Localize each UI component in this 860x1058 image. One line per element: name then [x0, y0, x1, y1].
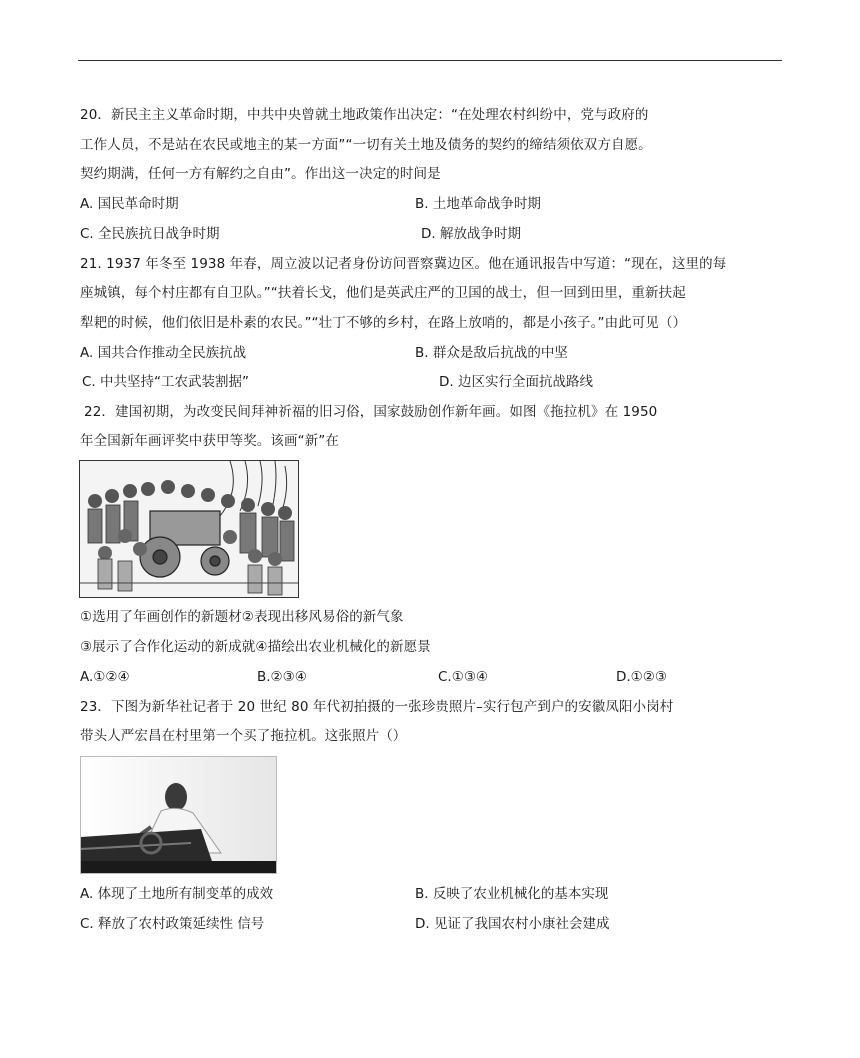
q22-statement-2: ③展示了合作化运动的新成就④描绘出农业机械化的新愿景	[80, 639, 431, 655]
q21-stem-line-3: 犁耙的时候，他们依旧是朴素的农民。”“壮丁不够的乡村，在路上放哨的，都是小孩子。”由此可见（）	[80, 315, 687, 331]
q21-option-c[interactable]: C. 中共坚持“工农武装割据”	[82, 374, 249, 390]
q20-option-b[interactable]: B. 土地革命战争时期	[415, 196, 541, 212]
q22-stem-line-2: 年全国新年画评奖中获甲等奖。该画“新”在	[80, 433, 339, 449]
q20-stem-line-2: 工作人员，不是站在农民或地主的某一方面”“一切有关土地及债务的契约的缔结须依双方自愿。	[80, 137, 652, 153]
q20-option-d[interactable]: D. 解放战争时期	[421, 226, 521, 242]
tractor-photo-image	[80, 756, 277, 874]
q23-option-d[interactable]: D. 见证了我国农村小康社会建成	[415, 916, 610, 932]
q23-option-b[interactable]: B. 反映了农业机械化的基本实现	[415, 886, 609, 902]
q21-stem-line-2: 座城镇，每个村庄都有自卫队。”“扶着长戈，他们是英武庄严的卫国的战士，但一回到田里，重新扶起	[80, 285, 686, 301]
q23-stem-line-2: 带头人严宏昌在村里第一个买了拖拉机。这张照片（）	[80, 728, 407, 744]
q20-option-a[interactable]: A. 国民革命时期	[80, 196, 179, 212]
q23-option-c[interactable]: C. 释放了农村政策延续性 信号	[80, 916, 265, 932]
q21-option-b[interactable]: B. 群众是敌后抗战的中坚	[415, 345, 568, 361]
q22-option-c[interactable]: C.①③④	[438, 669, 489, 685]
q23-stem-line-1: 23．下图为新华社记者于 20 世纪 80 年代初拍摄的一张珍贵照片–实行包产到户的安徽凤阳小岗村	[80, 699, 674, 715]
q21-stem-line-1: 21. 1937 年冬至 1938 年春，周立波以记者身份访问晋察冀边区。他在通讯报告中写道：“现在，这里的每	[80, 256, 727, 272]
q21-option-a[interactable]: A. 国共合作推动全民族抗战	[80, 345, 247, 361]
q22-option-b[interactable]: B.②③④	[257, 669, 307, 685]
q20-option-c[interactable]: C. 全民族抗日战争时期	[80, 226, 220, 242]
header-rule	[78, 60, 782, 61]
tractor-painting-image	[79, 460, 299, 598]
q20-stem-line-3: 契约期满，任何一方有解约之自由”。作出这一决定的时间是	[80, 166, 441, 182]
q22-statement-1: ①选用了年画创作的新题材②表现出移风易俗的新气象	[80, 609, 404, 625]
q22-stem-line-1: 22．建国初期，为改变民间拜神祈福的旧习俗，国家鼓励创作新年画。如图《拖拉机》在 1950	[84, 404, 658, 420]
q20-stem-line-1: 20．新民主主义革命时期，中共中央曾就土地政策作出决定：“在处理农村纠纷中，党与政府的	[80, 107, 649, 123]
q23-option-a[interactable]: A. 体现了土地所有制变革的成效	[80, 886, 274, 902]
q22-option-a[interactable]: A.①②④	[80, 669, 130, 685]
q22-option-d[interactable]: D.①②③	[616, 669, 667, 685]
q21-option-d[interactable]: D. 边区实行全面抗战路线	[439, 374, 593, 390]
